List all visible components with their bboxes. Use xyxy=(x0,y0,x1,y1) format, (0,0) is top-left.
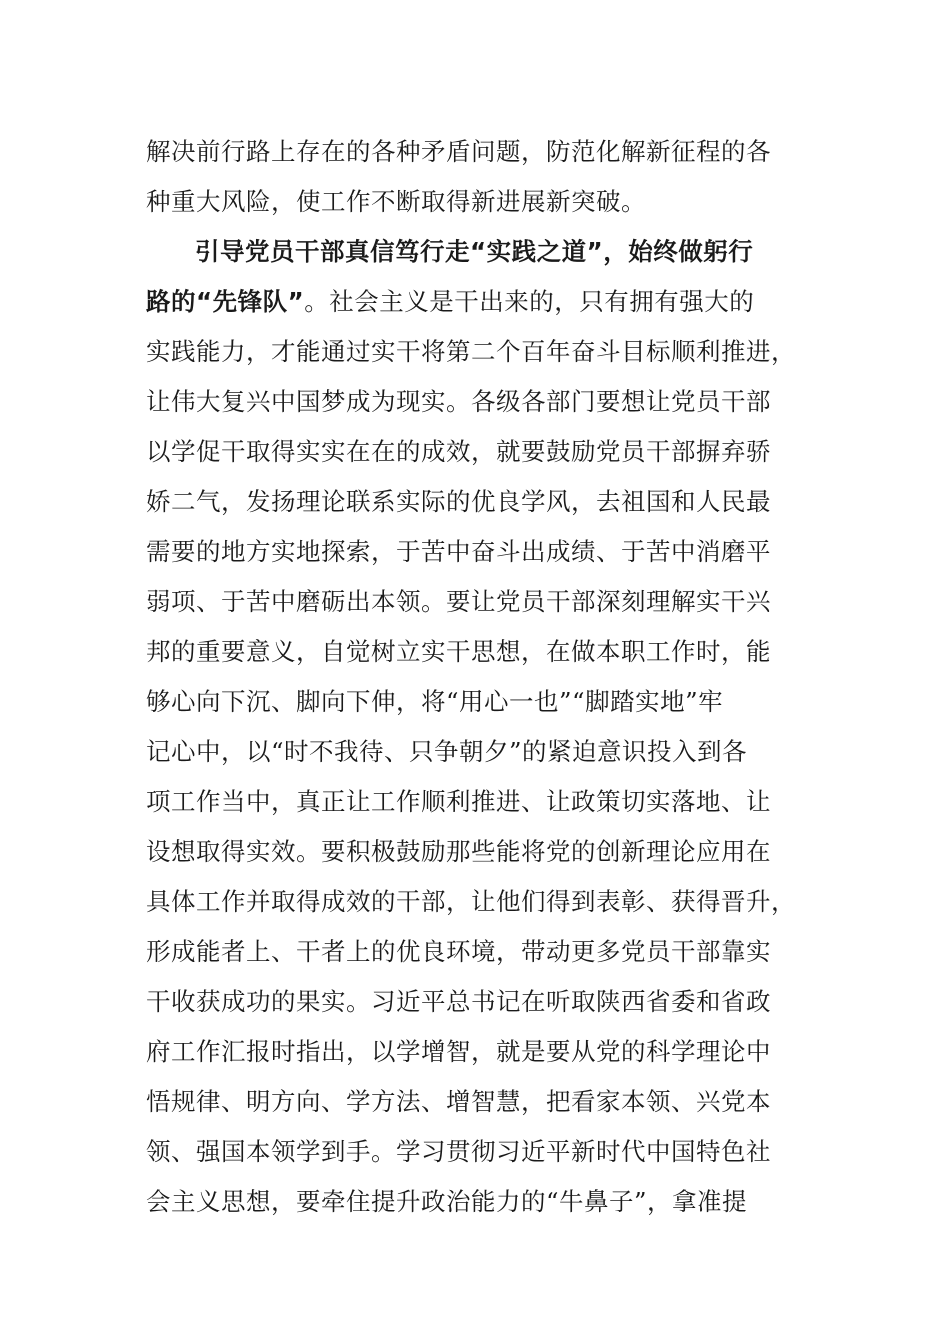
text-line: 娇二气，发扬理论联系实际的优良学风，去祖国和人民最 xyxy=(146,487,771,516)
paragraph-heading-line: 引导党员干部真信笃行走“实践之道”，始终做躬行 xyxy=(195,237,754,266)
text-line: 会主义思想，要牵住提升政治能力的“牛鼻子”，拿准提 xyxy=(146,1187,748,1216)
text-line: 解决前行路上存在的各种矛盾问题，防范化解新征程的各 xyxy=(146,137,771,166)
text-line: 以学促干取得实实在在的成效，就要鼓励党员干部摒弃骄 xyxy=(146,437,771,466)
text-line: 干收获成功的果实。习近平总书记在听取陕西省委和省政 xyxy=(146,987,771,1016)
text-line: 够心向下沉、脚向下伸，将“用心一也”“脚踏实地”牢 xyxy=(146,687,724,716)
text-line: 需要的地方实地探索，于苦中奋斗出成绩、于苦中消磨平 xyxy=(146,537,771,566)
text-line: 悟规律、明方向、学方法、增智慧，把看家本领、兴党本 xyxy=(146,1087,771,1116)
text-line: 形成能者上、干者上的优良环境，带动更多党员干部靠实 xyxy=(146,937,771,966)
text-line: 设想取得实效。要积极鼓励那些能将党的创新理论应用在 xyxy=(146,837,771,866)
text-line: 弱项、于苦中磨砺出本领。要让党员干部深刻理解实干兴 xyxy=(146,587,771,616)
text-line: 记心中，以“时不我待、只争朝夕”的紧迫意识投入到各 xyxy=(146,737,748,766)
paragraph-heading-continuation xyxy=(146,287,806,317)
text-line: 具体工作并取得成效的干部，让他们得到表彰、获得晋升， xyxy=(146,887,796,916)
text-line: 实践能力，才能通过实干将第二个百年奋斗目标顺利推进， xyxy=(146,337,796,366)
text-line: 项工作当中，真正让工作顺利推进、让政策切实落地、让 xyxy=(146,787,771,816)
heading-rest-text: 。社会主义是干出来的，只有拥有强大的 xyxy=(304,287,755,316)
text-line: 领、强国本领学到手。学习贯彻习近平新时代中国特色社 xyxy=(146,1137,771,1166)
text-line: 邦的重要意义，自觉树立实干思想，在做本职工作时，能 xyxy=(146,637,771,666)
text-line: 让伟大复兴中国梦成为现实。各级各部门要想让党员干部 xyxy=(146,387,771,416)
heading-bold-text: 路的“先锋队” xyxy=(146,287,305,316)
text-line: 府工作汇报时指出，以学增智，就是要从党的科学理论中 xyxy=(146,1037,771,1066)
text-line: 种重大风险，使工作不断取得新进展新突破。 xyxy=(146,187,646,216)
